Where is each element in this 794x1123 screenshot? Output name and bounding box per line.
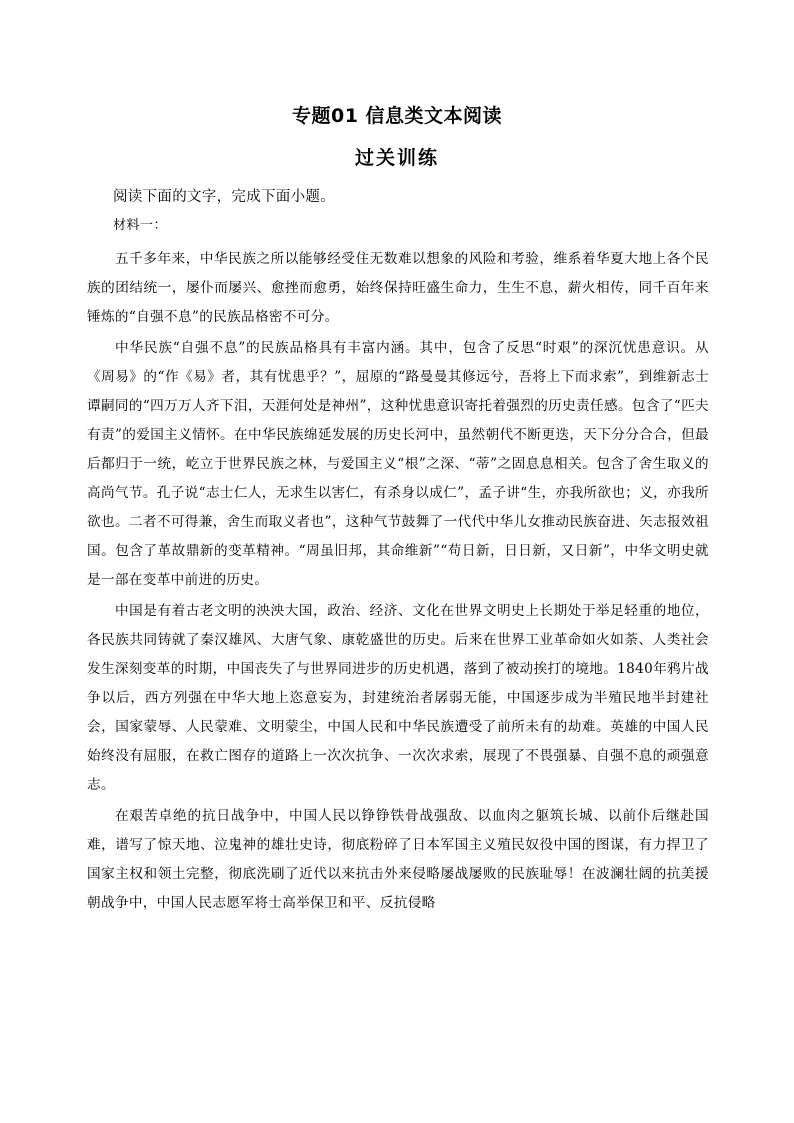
material-body — [87, 245, 709, 918]
reading-instruction: 阅读下面的文字，完成下面小题。 — [113, 189, 335, 205]
paragraph-3: 中国是有着古老文明的泱泱大国，政治、经济、文化在世界文明史上长期处于举足轻重的地位，各民族共同铸就了秦汉雄风、大唐气象、康乾盛世的历史。后来在世界工业革命如火如荼、人类社会发生深刻变革的时期，中国丧失了与世界同进步的历史机遇，落到了被动挨打的境地。1840年鸦片战争以后，西方列强在中华大地上恣意妄为，封建统治者孱弱无能，中国逐步成为半殖民地半封建社会，国家蒙辱、人民蒙难、文明蒙尘，中国人民和中华民族遭受了前所未有的劫难。英雄的中国人民始终没有屈服，在救亡图存的道路上一次次抗争、一次次求索，展现了不畏强暴、自强不息的顽强意志。 — [87, 603, 709, 793]
paragraph-1: 五千多年来，中华民族之所以能够经受住无数难以想象的风险和考验，维系着华夏大地上各个民族的团结统一，屡仆而屡兴、愈挫而愈勇，始终保持旺盛生命力，生生不息，薪火相传，同千百年来锤炼的“自强不息”的民族品格密不可分。 — [87, 251, 709, 325]
page-subtitle: 过关训练 — [354, 147, 439, 169]
page-title: 专题01 信息类文本阅读 — [291, 105, 503, 127]
paragraph-4: 在艰苦卓绝的抗日战争中，中国人民以铮铮铁骨战强敌、以血肉之躯筑长城、以前仆后继赴国难，谱写了惊天地、泣鬼神的雄壮史诗，彻底粉碎了日本军国主义殖民奴役中国的图谋，有力捍卫了国家主权和领土完整，彻底洗刷了近代以来抗击外来侵略屡战屡败的民族耻辱！在波澜壮阔的抗美援朝战争中，中国人民志愿军将士高举保卫和平、反抗侵略 — [87, 808, 709, 911]
paragraph-2: 中华民族“自强不息”的民族品格具有丰富内涵。其中，包含了反思“时艰”的深沉忧患意识。从《周易》的“作《易》者，其有忧患乎？”，屈原的“路曼曼其修远兮，吾将上下而求索”，到维新志士谭嗣同的“四万万人齐下泪，天涯何处是神州”，这种忧患意识寄托着强烈的历史责任感。包含了“匹夫有责”的爱国主义情怀。在中华民族绵延发展的历史长河中，虽然朝代不断更迭，天下分分合合，但最后都归于一统，屹立于世界民族之林，与爱国主义“根”之深、“蒂”之固息息相关。包含了舍生取义的高尚气节。孔子说“志士仁人，无求生以害仁，有杀身以成仁”，孟子讲“生，亦我所欲也；义，亦我所欲也。二者不可得兼，舍生而取义者也”，这种气节鼓舞了一代代中华儿女推动民族奋进、矢志报效祖国。包含了革故鼎新的变革精神。“周虽旧邦，其命维新”“苟日新，日日新，又日新”，中华文明史就是一部在变革中前进的历史。 — [87, 340, 709, 588]
material-label: 材料一： — [113, 218, 168, 233]
